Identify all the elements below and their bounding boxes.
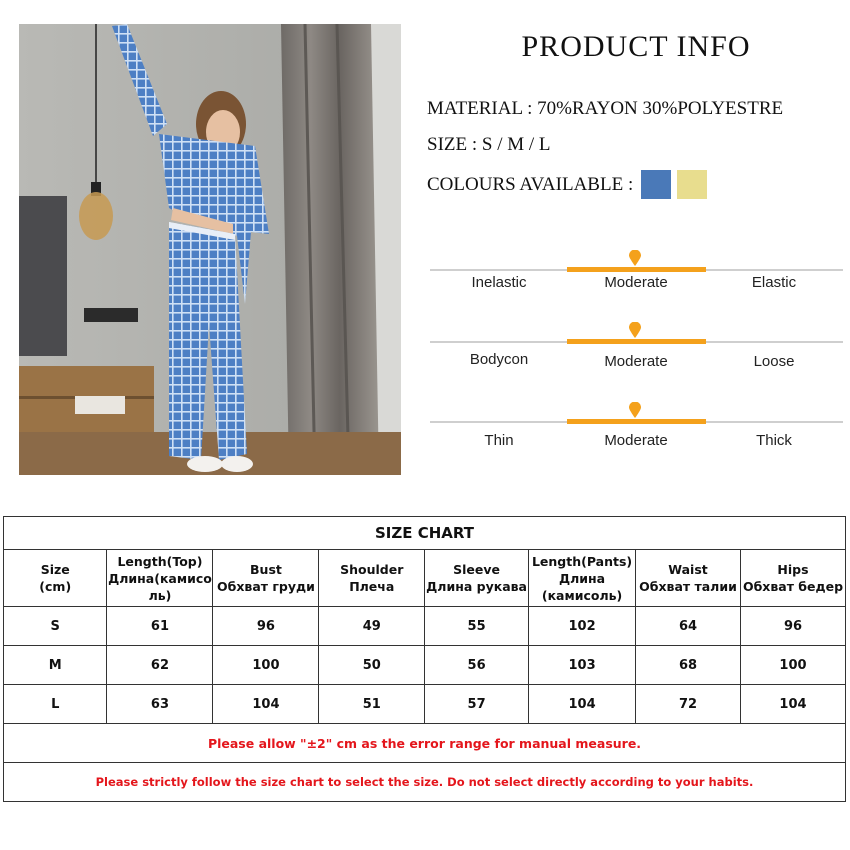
- measurement-cell: 61: [107, 607, 213, 646]
- header-line: Shoulder: [340, 562, 404, 577]
- measurement-cell: 96: [213, 607, 319, 646]
- header-line: (cm): [39, 579, 72, 594]
- scale-label-right: Loose: [753, 353, 795, 370]
- measurement-cell: 104: [213, 685, 319, 724]
- location-pin-icon: [629, 322, 641, 338]
- header-line: Обхват бедер: [742, 579, 844, 594]
- location-pin-icon: [629, 250, 641, 266]
- size-chart-table: [3, 516, 846, 802]
- measurement-cell: 62: [107, 646, 213, 685]
- size-chart-header-cell: [740, 550, 845, 607]
- size-label-cell: M: [4, 646, 107, 685]
- size-text: SIZE : S / M / L: [427, 134, 551, 155]
- product-photo: [19, 24, 401, 475]
- size-chart-header-cell: [529, 550, 636, 607]
- scale-label-middle: Moderate: [604, 274, 668, 291]
- header-line: (камисоль): [541, 587, 623, 603]
- measurement-cell: 49: [319, 607, 425, 646]
- size-label-cell: L: [4, 685, 107, 724]
- size-chart-header-cell: [107, 550, 213, 607]
- table-row: [4, 646, 846, 685]
- fit-scale: [430, 310, 843, 370]
- measurement-cell: 100: [213, 646, 319, 685]
- measurement-cell: 55: [425, 607, 529, 646]
- product-info-title: PRODUCT INFO: [521, 30, 751, 63]
- scale-label-left: Bodycon: [469, 351, 529, 368]
- size-label-cell: S: [4, 607, 107, 646]
- model-photo-illustration: [19, 24, 401, 475]
- measurement-cell: 57: [425, 685, 529, 724]
- measurement-cell: 51: [319, 685, 425, 724]
- scale-label-left: Thin: [484, 432, 514, 449]
- location-pin-icon: [629, 402, 641, 418]
- header-line: Sleeve: [453, 562, 501, 577]
- follow-size-chart-note: Please strictly follow the size chart to select the size. Do not select directly according to your habits.: [4, 763, 846, 802]
- size-chart-header-cell: [213, 550, 319, 607]
- colours-row: [427, 170, 707, 199]
- header-line: Size: [40, 562, 70, 577]
- table-row: [4, 685, 846, 724]
- size-chart-header-cell: [4, 550, 107, 607]
- measurement-cell: 104: [740, 685, 845, 724]
- scale-label-right: Thick: [756, 432, 792, 449]
- measurement-cell: 104: [529, 685, 636, 724]
- size-chart-header-cell: [636, 550, 741, 607]
- measurement-cell: 64: [636, 607, 741, 646]
- size-chart-header-row: [4, 550, 846, 607]
- scale-label-middle: Moderate: [604, 432, 668, 449]
- header-line: Hips: [777, 562, 809, 577]
- material-text: MATERIAL : 70%RAYON 30%POLYESTRE: [427, 98, 784, 119]
- scale-label-left: Inelastic: [471, 274, 527, 291]
- header-line: Плеча: [349, 579, 395, 594]
- size-chart-title: SIZE CHART: [4, 517, 846, 550]
- header-line: Длина(камисо: [108, 570, 212, 586]
- header-line: Length(Top): [117, 553, 203, 569]
- header-line: ль): [148, 587, 172, 603]
- header-line: Обхват талии: [639, 579, 737, 594]
- header-line: Длина: [558, 570, 606, 586]
- scale-label-right: Elastic: [751, 274, 797, 291]
- measurement-cell: 103: [529, 646, 636, 685]
- table-row: [4, 607, 846, 646]
- header-line: Waist: [668, 562, 708, 577]
- header-line: Bust: [250, 562, 282, 577]
- measurement-cell: 56: [425, 646, 529, 685]
- scale-active-segment: [567, 267, 706, 272]
- measurement-cell: 63: [107, 685, 213, 724]
- scale-active-segment: [567, 339, 706, 344]
- error-range-note: Please allow "±2" cm as the error range for manual measure.: [4, 724, 846, 763]
- measurement-cell: 68: [636, 646, 741, 685]
- header-line: Длина рукава: [426, 579, 527, 594]
- header-line: Length(Pants): [531, 553, 633, 569]
- header-line: Обхват груди: [217, 579, 315, 594]
- measurement-cell: 100: [740, 646, 845, 685]
- scale-label-middle: Moderate: [604, 353, 668, 370]
- thickness-scale: [430, 390, 843, 450]
- scale-active-segment: [567, 419, 706, 424]
- colour-swatch-yellow[interactable]: [677, 170, 707, 199]
- measurement-cell: 102: [529, 607, 636, 646]
- colour-swatch-blue[interactable]: [641, 170, 671, 199]
- measurement-cell: 96: [740, 607, 845, 646]
- size-chart-header-cell: [319, 550, 425, 607]
- measurement-cell: 72: [636, 685, 741, 724]
- elasticity-scale: [430, 238, 843, 298]
- size-chart-header-cell: [425, 550, 529, 607]
- colours-label: COLOURS AVAILABLE :: [427, 173, 634, 195]
- measurement-cell: 50: [319, 646, 425, 685]
